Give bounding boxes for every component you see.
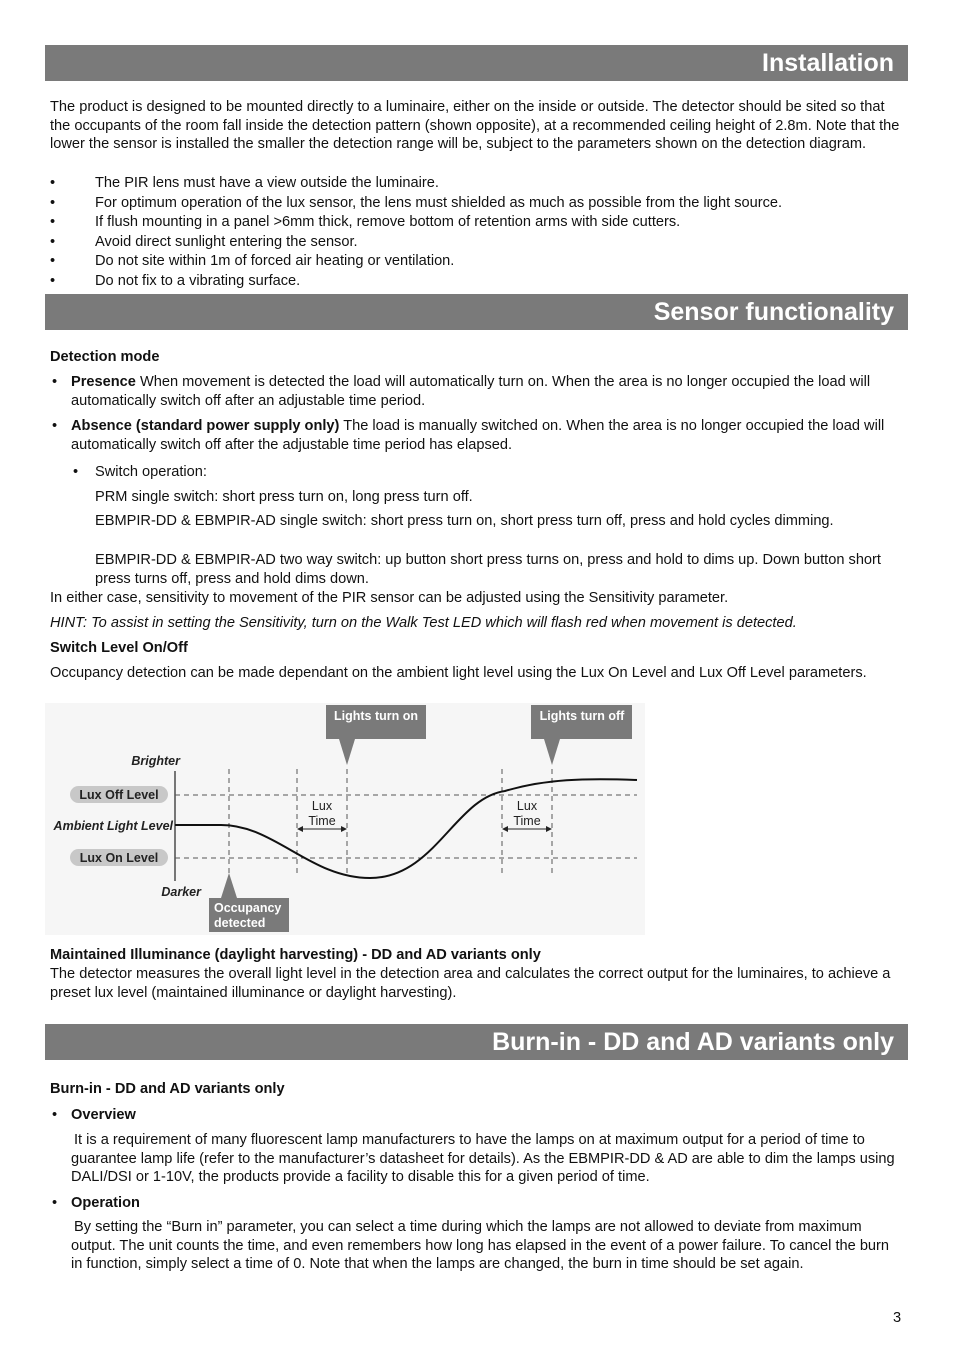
absence-text: The load is manually switched on. When the area is no longer occupied the load will automatically switch off after the adjustable time period has elapsed. xyxy=(71,418,885,453)
darker-label: Darker xyxy=(161,885,201,899)
list-item: Do not site within 1m of forced air heating or ventilation. xyxy=(95,253,455,269)
either-case-text: In either case, sensitivity to movement of the PIR sensor can be adjusted using the Sensitivity parameter. xyxy=(50,590,729,606)
absence-label: Absence (standard power supply only) xyxy=(71,418,340,434)
two-way-switch: EBMPIR-DD & EBMPIR-AD two way switch: up button short press turns on, press and hold to dims up. Down button short press turns off, press and hold dims down. xyxy=(95,552,881,587)
hint-text: HINT: To assist in setting the Sensitivity, turn on the Walk Test LED which will flash red when movement is detected. xyxy=(50,615,797,631)
switch-level-title: Switch Level On/Off xyxy=(50,640,188,656)
sensor-header: Sensor functionality xyxy=(45,294,908,330)
presence-label: Presence xyxy=(71,374,136,390)
detection-mode-title: Detection mode xyxy=(50,349,160,365)
burnin-title: Burn-in - DD and AD variants only xyxy=(50,1081,285,1097)
brighter-label: Brighter xyxy=(131,754,180,768)
lux-time-2-lux: Lux xyxy=(516,799,538,813)
list-item: Do not fix to a vibrating surface. xyxy=(95,273,301,289)
overview-text: It is a requirement of many fluorescent lamp manufacturers to have the lamps on at maximum output for a period of time to guarantee lamp life (refer to the manufacturer’s datasheet for details). As the EBMPIR-DD & AD are able to dim the lamps using DALI/DSI or 1-10V, the products provide a facility to disable this for a given period of time. xyxy=(71,1132,895,1185)
page-number: 3 xyxy=(893,1310,902,1326)
bullet-icon: • xyxy=(50,175,56,191)
bullet-icon: • xyxy=(50,273,56,289)
list-item: The PIR lens must have a view outside the luminaire. xyxy=(95,175,439,191)
burnin-header: Burn-in - DD and AD variants only xyxy=(45,1024,908,1060)
installation-intro: The product is designed to be mounted directly to a luminaire, either on the inside or outside. The detector should be sited so that the occupants of the room fall inside the detection pattern (shown opposite), at a recommended ceiling height of 2.8m. Note that the lower the sensor is installed the smaller the detection range will be, subject to the parameters shown on the detection diagram. xyxy=(50,99,900,152)
occupancy-label-2: detected xyxy=(214,916,266,930)
maintained-title: Maintained Illuminance (daylight harvesting) - DD and AD variants only xyxy=(50,947,541,963)
bullet-icon: • xyxy=(50,234,56,250)
lux-off-label: Lux Off Level xyxy=(79,788,159,802)
bullet-icon: • xyxy=(50,195,56,211)
bullet-icon: • xyxy=(52,1195,58,1211)
lux-level-diagram xyxy=(45,703,645,935)
overview-label: Overview xyxy=(71,1107,136,1123)
bullet-icon: • xyxy=(52,374,58,390)
operation-label: Operation xyxy=(71,1195,140,1211)
list-item: If flush mounting in a panel >6mm thick, remove bottom of retention arms with side cutters. xyxy=(95,214,681,230)
single-switch: EBMPIR-DD & EBMPIR-AD single switch: short press turn on, short press turn off, press and hold cycles dimming. xyxy=(95,513,834,529)
switch-operation: Switch operation: xyxy=(95,464,207,480)
maintained-text: The detector measures the overall light level in the detection area and calculates the correct output for the luminaires, to achieve a preset lux level (maintained illuminance or daylight harvesting). xyxy=(50,966,891,1001)
lux-time-1-time: Time xyxy=(308,814,336,828)
bullet-icon: • xyxy=(52,1107,58,1123)
presence-text: When movement is detected the load will automatically turn on. When the area is no longer occupied the load will automatically switch off after an adjustable time period. xyxy=(71,374,871,409)
ambient-light-label: Ambient Light Level xyxy=(53,819,173,833)
absence-item xyxy=(71,417,901,454)
lights-off-label: Lights turn off xyxy=(539,709,625,723)
bullet-icon: • xyxy=(52,418,58,434)
bullet-icon: • xyxy=(50,214,56,230)
installation-header: Installation xyxy=(45,45,908,81)
lux-time-2-time: Time xyxy=(513,814,541,828)
switch-level-text: Occupancy detection can be made dependant on the ambient light level using the Lux On Level and Lux Off Level parameters. xyxy=(50,665,867,681)
lux-on-label: Lux On Level xyxy=(79,851,159,865)
lights-on-label: Lights turn on xyxy=(333,709,419,723)
list-item: Avoid direct sunlight entering the sensor. xyxy=(95,234,358,250)
operation-text: By setting the “Burn in” parameter, you can select a time during which the lamps are not allowed to deviate from maximum output. The unit counts the time, and even remembers how long has elapsed in the event of a power failure. To cancel the burn in function, simply select a time of 0. Note that when the lamps are changed, the burn in time should be set again. xyxy=(71,1219,890,1272)
prm-switch: PRM single switch: short press turn on, long press turn off. xyxy=(95,489,473,505)
presence-item xyxy=(71,373,901,410)
bullet-icon: • xyxy=(50,253,56,269)
bullet-icon: • xyxy=(73,464,79,480)
list-item: For optimum operation of the lux sensor, the lens must shielded as much as possible from the light source. xyxy=(95,195,783,211)
lux-time-1-lux: Lux xyxy=(311,799,333,813)
occupancy-label-1: Occupancy xyxy=(214,901,282,915)
